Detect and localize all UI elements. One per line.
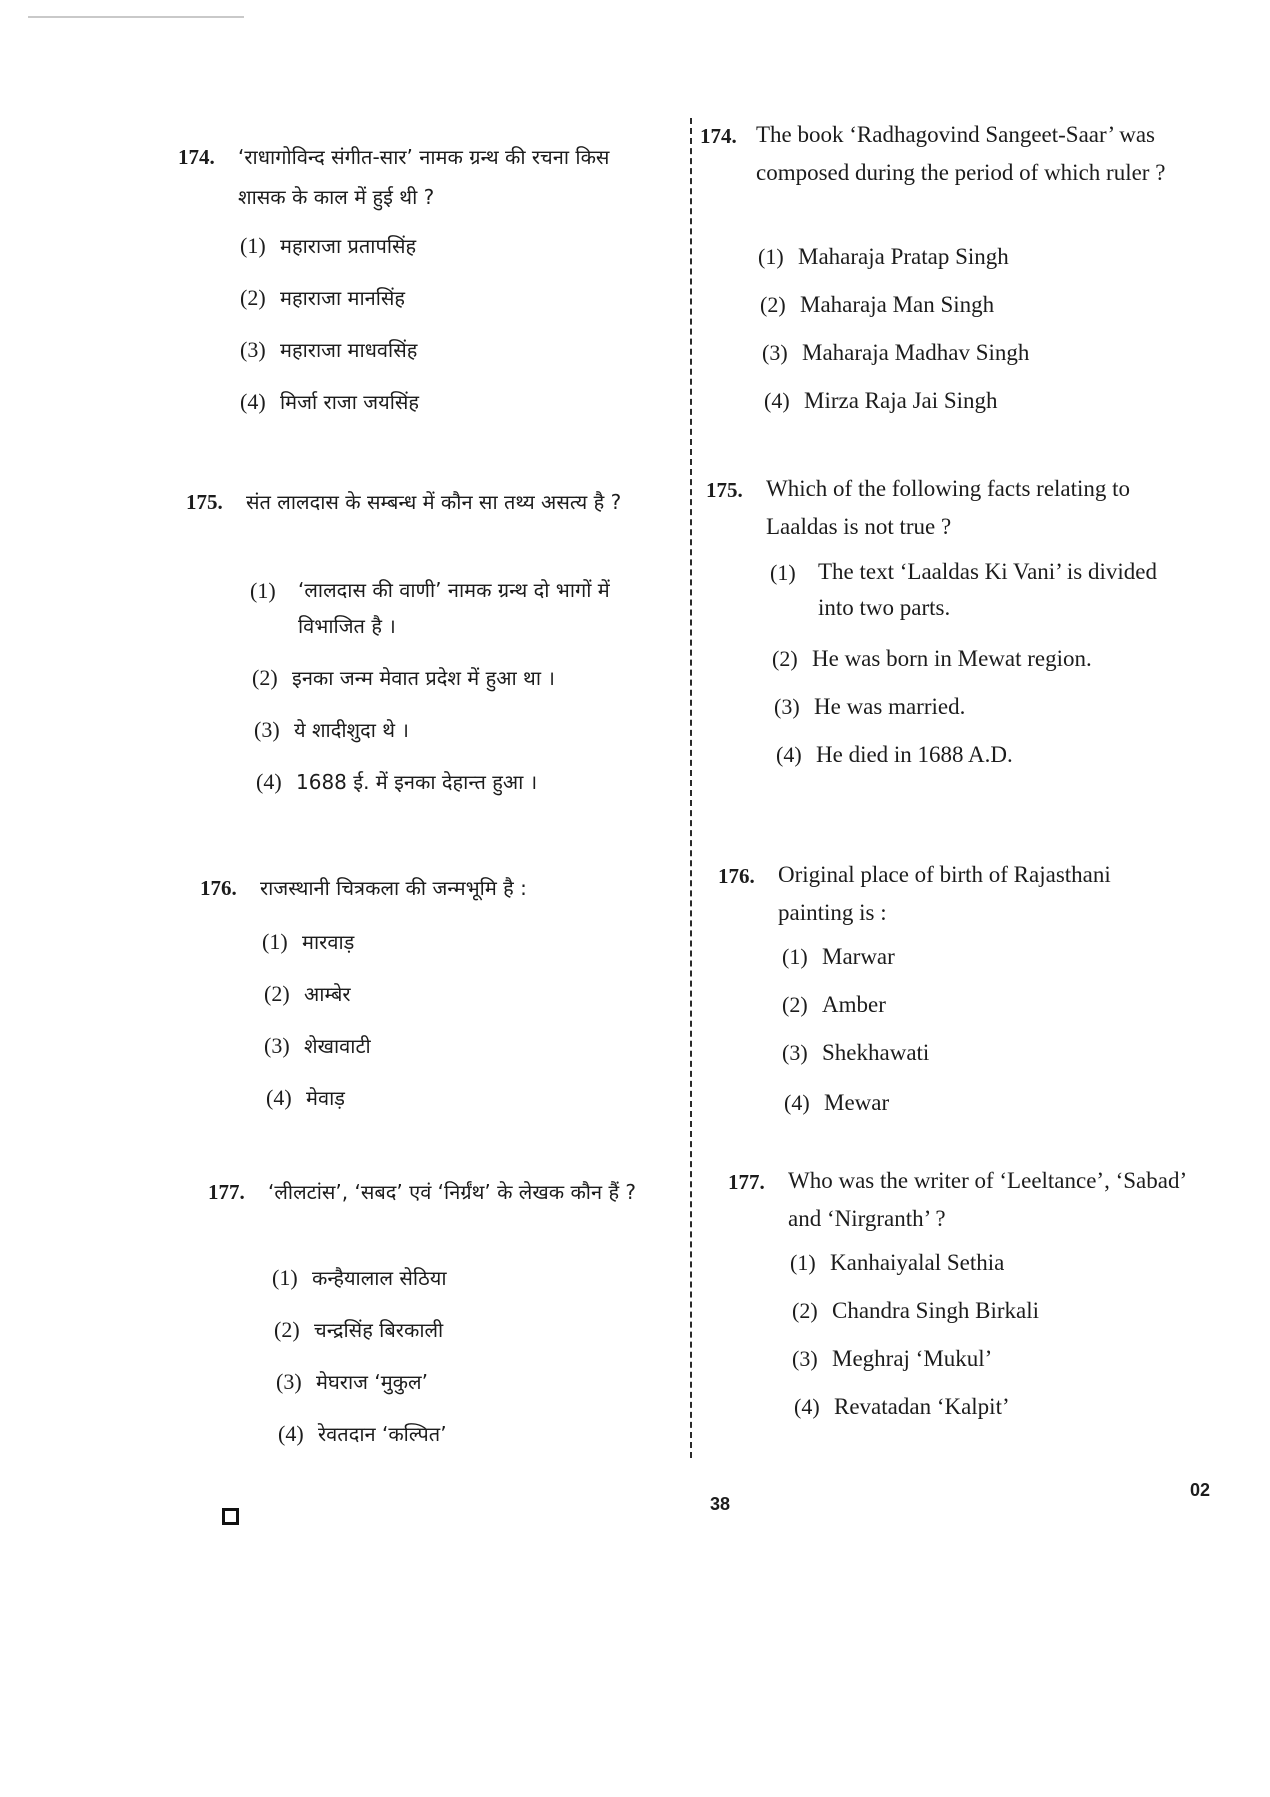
option-number: (3): [276, 1369, 302, 1394]
option-text: मेवाड़: [306, 1086, 345, 1110]
option-number: (3): [240, 337, 266, 362]
option-177-1-hindi[interactable]: [272, 1264, 447, 1291]
option-text: चन्द्रसिंह बिरकाली: [314, 1318, 444, 1342]
question-number: 174.: [700, 124, 737, 148]
option-174-3-hindi[interactable]: [240, 336, 417, 363]
question-number: 175.: [186, 490, 223, 514]
option-number: (4): [266, 1085, 292, 1110]
option-text: आम्बेर: [304, 982, 351, 1006]
option-text: रेवतदान ‘कल्पित’: [318, 1422, 447, 1446]
option-174-4-hindi[interactable]: [240, 388, 419, 415]
option-177-4-hindi[interactable]: [278, 1420, 447, 1447]
option-text: ये शादीशुदा थे ।: [294, 718, 410, 742]
option-text: Chandra Singh Birkali: [832, 1298, 1039, 1323]
option-176-4-hindi[interactable]: [266, 1084, 345, 1111]
option-175-2-hindi[interactable]: [252, 664, 555, 691]
option-176-1-english[interactable]: [782, 944, 895, 970]
question-number: 175.: [706, 478, 743, 502]
option-text: कन्हैयालाल सेठिया: [312, 1266, 447, 1290]
option-number: (4): [278, 1421, 304, 1446]
option-text: 1688 ई. में इनका देहान्त हुआ ।: [296, 770, 538, 794]
option-text: He was born in Mewat region.: [812, 646, 1092, 671]
booklet-code: 02: [1190, 1480, 1211, 1500]
option-176-2-english[interactable]: [782, 992, 886, 1018]
footer-square-mark: [222, 1508, 239, 1525]
option-number: (1): [250, 578, 276, 603]
option-176-1-hindi[interactable]: [262, 928, 354, 955]
option-177-2-english[interactable]: [792, 1298, 1039, 1324]
option-175-2-english[interactable]: [772, 646, 1092, 672]
option-text: Mewar: [824, 1090, 890, 1115]
option-177-3-hindi[interactable]: [276, 1368, 428, 1395]
option-number: (1): [782, 944, 808, 969]
option-number: (1): [240, 233, 266, 258]
question-text: ‘राधागोविन्द संगीत-सार’ नामक ग्रन्थ की रचना किस शासक के काल में हुई थी ?: [238, 145, 610, 209]
question-text: The book ‘Radhagovind Sangeet-Saar’ was composed during the period of which ruler ?: [756, 122, 1166, 185]
option-175-1-english[interactable]: [770, 560, 1180, 626]
option-number: (2): [760, 292, 786, 317]
option-text: Shekhawati: [822, 1040, 930, 1065]
option-text: शेखावाटी: [304, 1034, 371, 1058]
question-text: Who was the writer of ‘Leeltance’, ‘Sabad’ and ‘Nirgranth’ ?: [788, 1168, 1186, 1231]
question-number: 177.: [208, 1180, 245, 1204]
option-number: (2): [252, 665, 278, 690]
option-number: (4): [256, 769, 282, 794]
option-number: (3): [264, 1033, 290, 1058]
option-text: महाराजा मानसिंह: [280, 286, 406, 310]
option-177-3-english[interactable]: [792, 1346, 992, 1372]
option-number: (4): [240, 389, 266, 414]
option-174-1-english[interactable]: [758, 244, 1009, 270]
option-175-3-hindi[interactable]: [254, 716, 409, 743]
option-text: Amber: [822, 992, 886, 1017]
question-number: 176.: [200, 876, 237, 900]
option-number: (1): [770, 560, 796, 585]
option-177-4-english[interactable]: [794, 1394, 1010, 1420]
option-number: (4): [776, 742, 802, 767]
question-text: ‘लीलटांस’, ‘सबद’ एवं ‘निर्ग्रंथ’ के लेखक कौन हैं ?: [268, 1180, 637, 1204]
option-text: मिर्जा राजा जयसिंह: [280, 390, 420, 414]
option-176-2-hindi[interactable]: [264, 980, 351, 1007]
option-text: ‘लालदास की वाणी’ नामक ग्रन्थ दो भागों में विभाजित है ।: [298, 578, 610, 638]
option-text: The text ‘Laaldas Ki Vani’ is divided into two parts.: [818, 559, 1157, 620]
question-number: 177.: [728, 1170, 765, 1194]
option-number: (3): [792, 1346, 818, 1371]
page-number: 38: [710, 1494, 731, 1514]
top-rule: [28, 16, 244, 18]
option-number: (3): [254, 717, 280, 742]
option-number: (2): [792, 1298, 818, 1323]
option-177-1-english[interactable]: [790, 1250, 1004, 1276]
option-number: (2): [772, 646, 798, 671]
option-text: महाराजा प्रतापसिंह: [280, 234, 417, 258]
option-176-3-hindi[interactable]: [264, 1032, 371, 1059]
option-175-4-hindi[interactable]: [256, 768, 537, 795]
question-number: 174.: [178, 145, 215, 169]
option-number: (4): [784, 1090, 810, 1115]
option-174-1-hindi[interactable]: [240, 232, 416, 259]
question-text: Original place of birth of Rajasthani painting is :: [778, 862, 1111, 925]
option-number: (2): [782, 992, 808, 1017]
option-number: (1): [262, 929, 288, 954]
option-text: Marwar: [822, 944, 895, 969]
option-number: (2): [274, 1317, 300, 1342]
option-174-2-english[interactable]: [760, 292, 994, 318]
option-176-4-english[interactable]: [784, 1090, 889, 1116]
option-number: (2): [240, 285, 266, 310]
option-text: He died in 1688 A.D.: [816, 742, 1013, 767]
option-number: (3): [762, 340, 788, 365]
option-number: (1): [272, 1265, 298, 1290]
option-text: Maharaja Madhav Singh: [802, 340, 1030, 365]
option-text: Meghraj ‘Mukul’: [832, 1346, 993, 1371]
option-text: Kanhaiyalal Sethia: [830, 1250, 1005, 1275]
option-number: (1): [790, 1250, 816, 1275]
option-text: Mirza Raja Jai Singh: [804, 388, 998, 413]
option-text: मेघराज ‘मुकुल’: [316, 1370, 428, 1394]
question-number: 176.: [718, 864, 755, 888]
option-number: (1): [758, 244, 784, 269]
question-text: Which of the following facts relating to Laaldas is not true ?: [766, 476, 1131, 539]
question-text: संत लालदास के सम्बन्ध में कौन सा तथ्य असत्य है ?: [246, 490, 622, 514]
column-divider: [690, 118, 692, 1458]
option-number: (3): [774, 694, 800, 719]
option-number: (2): [264, 981, 290, 1006]
option-text: Maharaja Man Singh: [800, 292, 995, 317]
option-174-2-hindi[interactable]: [240, 284, 405, 311]
option-number: (4): [764, 388, 790, 413]
question-text: राजस्थानी चित्रकला की जन्मभूमि है :: [260, 876, 527, 900]
option-177-2-hindi[interactable]: [274, 1316, 443, 1343]
option-175-1-hindi[interactable]: [250, 578, 670, 644]
option-174-4-english[interactable]: [764, 388, 998, 414]
option-number: (4): [794, 1394, 820, 1419]
option-175-4-english[interactable]: [776, 742, 1013, 768]
option-text: मारवाड़: [302, 930, 355, 954]
option-176-3-english[interactable]: [782, 1040, 929, 1066]
option-174-3-english[interactable]: [762, 340, 1029, 366]
option-text: महाराजा माधवसिंह: [280, 338, 418, 362]
option-text: Maharaja Pratap Singh: [798, 244, 1009, 269]
option-text: He was married.: [814, 694, 966, 719]
option-number: (3): [782, 1040, 808, 1065]
option-175-3-english[interactable]: [774, 694, 965, 720]
option-text: Revatadan ‘Kalpit’: [834, 1394, 1010, 1419]
option-text: इनका जन्म मेवात प्रदेश में हुआ था ।: [292, 666, 555, 690]
